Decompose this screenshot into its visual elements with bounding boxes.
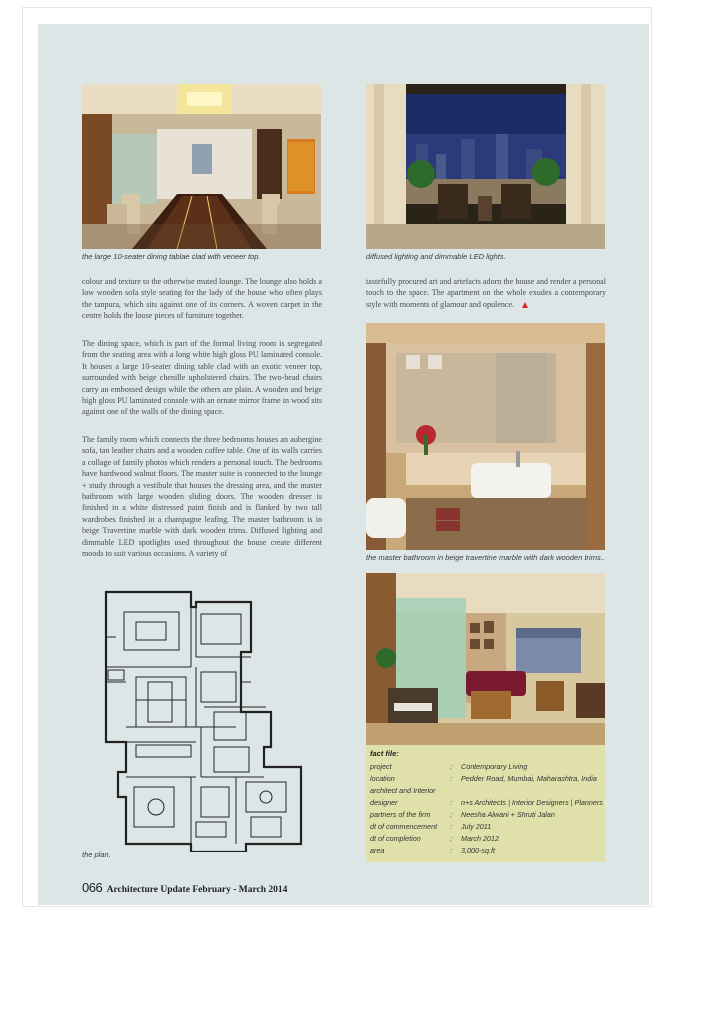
paragraph-lounge: colour and texture to the otherwise muted lounge. The lounge also holds a low wooden sofa style seating for the lady of the house who often plays the tanpura, which sits against one of its corners. A woven carpet in the centre holds the loose pieces of furniture together. xyxy=(82,277,322,321)
fact-file-box xyxy=(366,745,605,862)
balcony-photo xyxy=(366,84,605,249)
bathroom-photo xyxy=(366,323,605,550)
fact-value: 3,000-sq.ft xyxy=(461,846,495,855)
fact-value: Neesha Alwani + Shruti Jalan xyxy=(461,810,555,819)
fact-value: Contemporary Living xyxy=(461,762,528,771)
page-number: 066 xyxy=(82,880,103,895)
balcony-caption: diffused lighting and dimmable LED lights. xyxy=(366,252,506,261)
fact-key: project xyxy=(370,762,392,771)
fact-file-title: fact file: xyxy=(370,749,399,758)
floor-plan-drawing xyxy=(96,582,308,852)
fact-key: designer xyxy=(370,798,398,807)
fact-value: July 2011 xyxy=(461,822,492,831)
paragraph-art xyxy=(366,276,606,310)
fact-value: Pedder Road, Mumbai, Maharashtra, India xyxy=(461,774,597,783)
fact-key: dt of completion xyxy=(370,834,421,843)
fact-key: dt of commencement xyxy=(370,822,438,831)
fact-row: designer : n+s Architects | Interior Designers | Planners xyxy=(370,798,603,807)
fact-row: area : 3,000-sq.ft xyxy=(370,846,495,855)
fact-key: partners of the firm xyxy=(370,810,431,819)
paragraph-dining: The dining space, which is part of the formal living room is segregated from the seating area with a long white high gloss PU laminated console. It houses a large 10-seater dining table clad with an exotic veneer top, surrounded with beige chenille upholstered chairs. The two-head chairs carry an embossed design while the others are plain. A wooden and beige high gloss PU laminated console with an ornate mirror frame in wood sits against one of the walls of the dining space. xyxy=(82,339,322,417)
paragraph-family-room: The family room which connects the three bedrooms houses an aubergine sofa, tan leather chairs and a wooden coffee table. One of its walls carries a collage of family photos which renders a personal touch. The bedrooms have hardwood walnut floors. The master suite is connected to the lounge + study through a vestibule that houses the dressing area, and the master bathroom with large wooden sliding doors. The wooden dresser is finished in a white distressed paint finish and is flanked by two tall wardrobes finished in a champagne leafing. The master bathroom is in beige Travertine marble with dark wooden trims. Diffused lighting and dimmable LED spotlights used throughout the house create different moods to suit various occasions. A variety of xyxy=(82,435,322,559)
fact-value: n+s Architects | Interior Designers | Planners xyxy=(461,798,603,807)
fact-key: architect and Interior xyxy=(370,786,436,795)
fact-key: area xyxy=(370,846,385,855)
fact-key: location xyxy=(370,774,395,783)
end-mark-icon xyxy=(522,302,528,308)
family-room-photo xyxy=(366,573,605,745)
fact-row: dt of completion : March 2012 xyxy=(370,834,499,843)
magazine-issue: Architecture Update February - March 2014 xyxy=(106,885,288,895)
fact-value: March 2012 xyxy=(461,834,499,843)
fact-row: project : Contemporary Living xyxy=(370,762,528,771)
dining-caption: the large 10-seater dining tablae clad with veneer top. xyxy=(82,252,261,261)
plan-caption: the plan. xyxy=(82,850,111,859)
bathroom-caption: the master bathroom in beige travertine marble with dark wooden trims.. xyxy=(366,553,605,562)
fact-row: dt of commencement : July 2011 xyxy=(370,822,492,831)
dining-room-photo xyxy=(82,84,321,249)
paragraph-art-text: tastefully procured art and artefacts adorn the house and render a personal touch to the space. The apartment on the whole exudes a contemporary style with moments of glamour and opulence. xyxy=(366,277,606,309)
fact-row xyxy=(370,786,436,795)
page-footer xyxy=(82,879,287,897)
fact-row: location : Pedder Road, Mumbai, Maharashtra, India xyxy=(370,774,597,783)
fact-row: partners of the firm : Neesha Alwani + Shruti Jalan xyxy=(370,810,555,819)
